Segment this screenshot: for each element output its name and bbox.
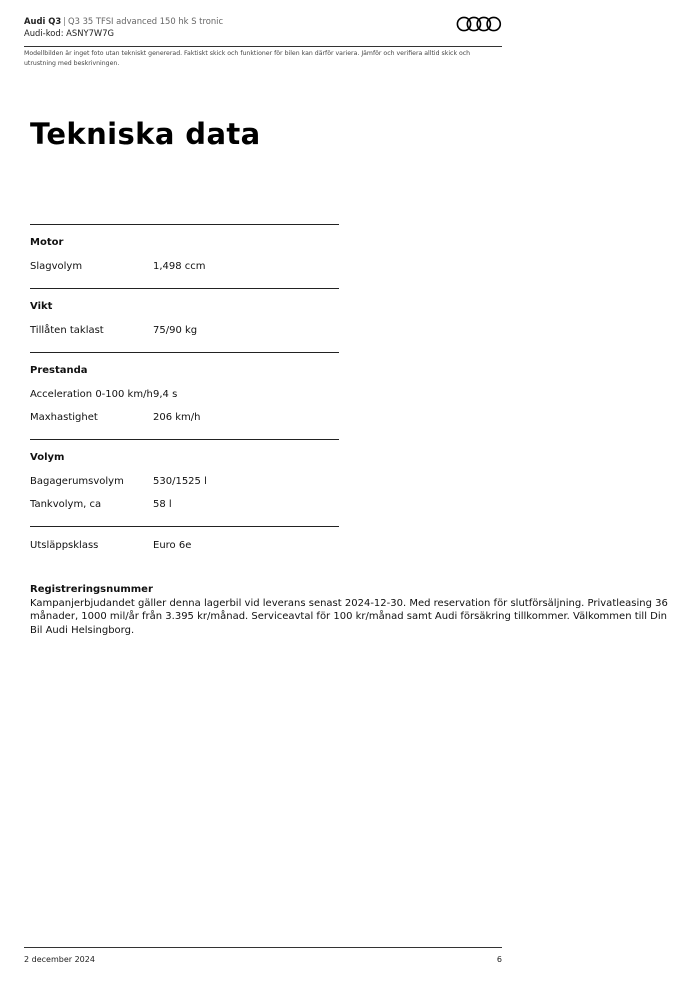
section-title: Motor xyxy=(30,237,64,248)
spec-row xyxy=(30,319,339,342)
spec-row xyxy=(30,255,339,278)
spec-label: Tankvolym, ca xyxy=(30,499,102,510)
spec-label: Bagagerumsvolym xyxy=(30,476,124,487)
section-vikt xyxy=(30,288,339,352)
spec-label: Utsläppsklass xyxy=(30,540,99,551)
emission-class xyxy=(30,535,339,557)
model-name: Audi Q3 xyxy=(24,16,62,26)
section-title: Vikt xyxy=(30,301,53,312)
spec-label: Slagvolym xyxy=(30,261,83,272)
page-number: 6 xyxy=(496,955,502,964)
section-volym xyxy=(30,439,339,526)
header-divider xyxy=(24,46,502,47)
registration-block xyxy=(30,583,674,637)
spec-row xyxy=(30,493,339,516)
section-title: Volym xyxy=(30,452,65,463)
spec-row xyxy=(30,383,339,406)
header-separator: | xyxy=(63,16,67,26)
section-end-divider xyxy=(30,526,339,527)
document-header xyxy=(24,15,502,39)
spec-value: 75/90 kg xyxy=(153,325,198,336)
registration-text: Kampanjerbjudandet gäller denna lagerbil vid leverans senast 2024-12-30. Med reservation för slutförsäljning. Privatleasing 36 månader, 1000 mil/år från 3.395 kr/månad. Serviceavtal för 100 kr/månad samt Audi försäkring tillkommer. Välkommen till Din Bil Audi Helsingborg. xyxy=(30,597,668,636)
spec-value: 1,498 ccm xyxy=(153,261,206,272)
spec-value: 530/1525 l xyxy=(153,476,207,487)
page-title: Tekniska data xyxy=(30,117,261,151)
section-prestanda xyxy=(30,352,339,439)
audi-rings-logo-icon xyxy=(456,16,502,32)
footer-divider xyxy=(24,947,502,948)
spec-sections xyxy=(30,224,339,527)
audi-code: Audi-kod: ASNY7W7G xyxy=(24,28,115,38)
spec-value: Euro 6e xyxy=(153,540,192,551)
disclaimer-text: Modellbilden är inget foto utan tekniskt genererad. Faktiskt skick och funktioner för bilen kan därför variera. Jämför och verifiera alltid skick och utrustning med beskrivningen. xyxy=(24,50,471,67)
spec-label: Tillåten taklast xyxy=(30,325,104,336)
spec-label: Maxhastighet xyxy=(30,412,98,423)
spec-value: 58 l xyxy=(153,499,172,510)
spec-row xyxy=(30,470,339,493)
registration-title: Registreringsnummer xyxy=(30,584,153,595)
section-motor xyxy=(30,224,339,288)
spec-label: Acceleration 0-100 km/h xyxy=(30,389,153,400)
spec-value: 9,4 s xyxy=(153,389,178,400)
spec-row xyxy=(30,535,339,557)
model-line xyxy=(24,15,502,27)
spec-value: 206 km/h xyxy=(153,412,201,423)
model-variant: Q3 35 TFSI advanced 150 hk S tronic xyxy=(68,16,224,26)
section-title: Prestanda xyxy=(30,365,88,376)
spec-row xyxy=(30,406,339,429)
footer-date: 2 december 2024 xyxy=(24,955,95,964)
